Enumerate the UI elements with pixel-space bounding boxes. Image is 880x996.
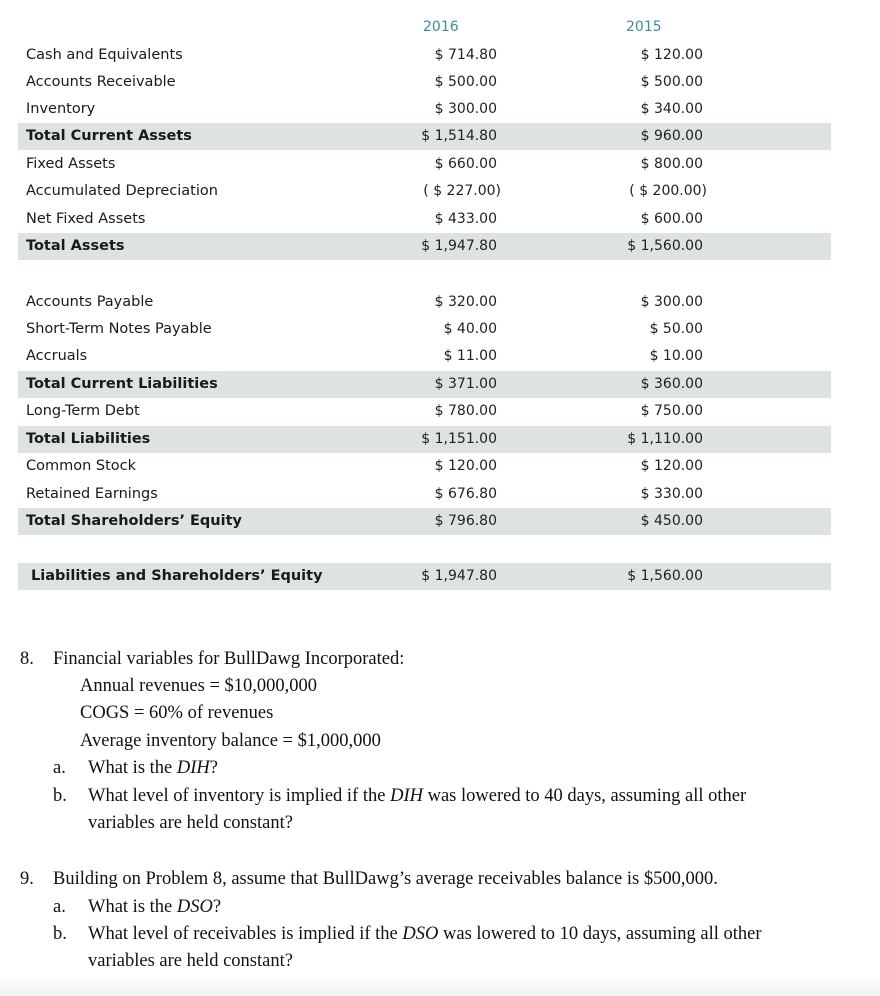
table-row (18, 289, 831, 316)
row-label: Liabilities and Shareholders’ Equity (31, 568, 323, 584)
part-a-text: What is the DSO? (88, 897, 222, 917)
value-2015: $ 340.00 (640, 101, 703, 117)
total-row (18, 426, 831, 453)
table-row (18, 316, 831, 343)
part-a-text: What is the DIH? (88, 758, 218, 778)
part-b-continuation: variables are held constant? (88, 951, 293, 971)
row-label: Retained Earnings (26, 486, 158, 502)
row-label: Accumulated Depreciation (26, 183, 218, 199)
table-row (18, 481, 831, 508)
value-2015: ( $ 200.00) (629, 183, 707, 199)
part-b-text: What level of inventory is implied if the DIH was lowered to 40 days, assuming all other (88, 786, 747, 806)
part-letter: a. (53, 758, 66, 778)
value-2015: $ 360.00 (640, 376, 703, 392)
value-2015: $ 800.00 (640, 156, 703, 172)
part-b-continuation: variables are held constant? (88, 813, 293, 833)
problem-9-text: Building on Problem 8, assume that BullDawg’s average receivables balance is $500,000. (53, 869, 718, 889)
value-2015: $ 330.00 (640, 486, 703, 502)
value-2016: $ 660.00 (434, 156, 497, 172)
table-row (18, 42, 831, 69)
table-row (18, 343, 831, 370)
value-2016: $ 320.00 (434, 294, 497, 310)
row-label: Net Fixed Assets (26, 211, 146, 227)
value-2016: $ 40.00 (443, 321, 497, 337)
page-bottom-edge (0, 974, 880, 996)
row-label: Accounts Receivable (26, 74, 176, 90)
row-label: Total Current Assets (26, 128, 192, 144)
row-label: Short-Term Notes Payable (26, 321, 212, 337)
value-2015: $ 750.00 (640, 403, 703, 419)
column-header-2015: 2015 (626, 19, 662, 35)
given-line: COGS = 60% of revenues (80, 703, 274, 723)
row-label: Common Stock (26, 458, 137, 474)
total-row (18, 371, 831, 398)
value-2016: $ 714.80 (434, 47, 497, 63)
table-row (18, 96, 831, 123)
part-b-text: What level of receivables is implied if the DSO was lowered to 10 days, assuming all other (88, 924, 762, 944)
value-2016: $ 300.00 (434, 101, 497, 117)
row-label: Accruals (26, 348, 88, 364)
table-row (18, 178, 831, 205)
value-2015: $ 600.00 (640, 211, 703, 227)
row-label: Total Shareholders’ Equity (26, 513, 242, 529)
value-2016: $ 1,151.00 (421, 431, 497, 447)
table-row (18, 151, 831, 178)
row-label: Long-Term Debt (26, 403, 140, 419)
value-2015: $ 1,560.00 (627, 568, 703, 584)
row-label: Inventory (26, 101, 96, 117)
value-2015: $ 300.00 (640, 294, 703, 310)
table-row (18, 453, 831, 480)
row-label: Fixed Assets (26, 156, 116, 172)
value-2015: $ 50.00 (649, 321, 703, 337)
value-2016: $ 1,514.80 (421, 128, 497, 144)
value-2015: $ 10.00 (649, 348, 703, 364)
value-2016: $ 11.00 (443, 348, 497, 364)
value-2016: $ 1,947.80 (421, 238, 497, 254)
value-2015: $ 1,110.00 (627, 431, 703, 447)
total-row (18, 233, 831, 260)
row-label: Total Liabilities (26, 431, 151, 447)
table-row (18, 398, 831, 425)
value-2016: $ 796.80 (434, 513, 497, 529)
value-2016: $ 1,947.80 (421, 568, 497, 584)
value-2015: $ 450.00 (640, 513, 703, 529)
value-2015: $ 1,560.00 (627, 238, 703, 254)
problem-8-number: 8. (20, 649, 34, 669)
value-2016: $ 676.80 (434, 486, 497, 502)
given-line: Average inventory balance = $1,000,000 (80, 731, 381, 751)
value-2016: $ 433.00 (434, 211, 497, 227)
value-2015: $ 120.00 (640, 47, 703, 63)
value-2016: $ 500.00 (434, 74, 497, 90)
total-row (18, 123, 831, 150)
value-2015: $ 500.00 (640, 74, 703, 90)
grand-total-row (18, 563, 831, 590)
part-letter: a. (53, 897, 66, 917)
part-letter: b. (53, 924, 67, 944)
table-row (18, 206, 831, 233)
total-row (18, 508, 831, 535)
problem-8-text: Financial variables for BullDawg Incorporated: (53, 649, 405, 669)
value-2015: $ 120.00 (640, 458, 703, 474)
row-label: Accounts Payable (26, 294, 154, 310)
table-row (18, 69, 831, 96)
value-2015: $ 960.00 (640, 128, 703, 144)
part-letter: b. (53, 786, 67, 806)
row-label: Total Assets (26, 238, 125, 254)
problem-9-number: 9. (20, 869, 34, 889)
value-2016: $ 120.00 (434, 458, 497, 474)
column-header-2016: 2016 (423, 19, 459, 35)
value-2016: $ 780.00 (434, 403, 497, 419)
value-2016: ( $ 227.00) (423, 183, 501, 199)
value-2016: $ 371.00 (434, 376, 497, 392)
row-label: Cash and Equivalents (26, 47, 183, 63)
row-label: Total Current Liabilities (26, 376, 218, 392)
given-line: Annual revenues = $10,000,000 (80, 676, 318, 696)
